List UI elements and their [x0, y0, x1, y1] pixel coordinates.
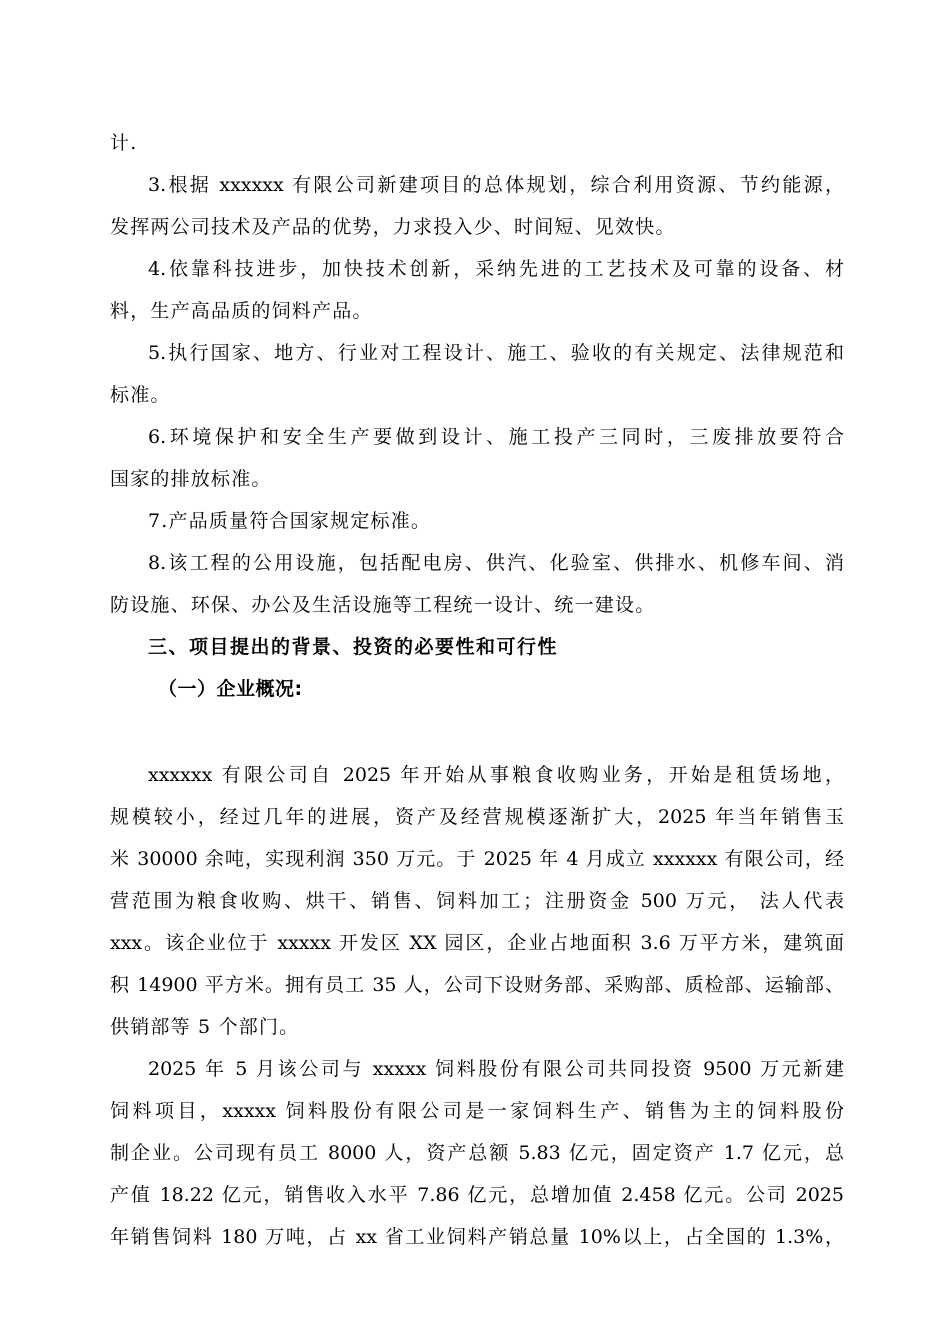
paragraph-2-line-5: 年销售饲料 180 万吨，占 xx 省工业饲料产销总量 10%以上，占全国的 1.3%， [110, 1226, 844, 1248]
text-line: 计. [110, 132, 138, 154]
paragraph-1-line-6: 积 14900 平方米。拥有员工 35 人，公司下设财务部、采购部、质检部、运输部、 [110, 974, 844, 996]
paragraph-1-line-1: xxxxxx 有限公司自 2025 年开始从事粮食收购业务，开始是租赁场地， [148, 764, 844, 786]
subsection-heading: （一）企业概况: [158, 678, 303, 700]
list-item-3-line-2: 发挥两公司技术及产品的优势，力求投入少、时间短、见效快。 [110, 216, 676, 238]
document-body [110, 122, 844, 1258]
paragraph-spacer [110, 710, 844, 754]
paragraph-2-line-2: 饲料项目，xxxxx 饲料股份有限公司是一家饲料生产、销售为主的饲料股份 [110, 1100, 844, 1122]
paragraph-1-line-2: 规模较小，经过几年的进展，资产及经营规模逐渐扩大，2025 年当年销售玉 [110, 806, 844, 828]
paragraph-1-line-4: 营范围为粮食收购、烘干、销售、饲料加工；注册资金 500 万元， 法人代表 [110, 890, 844, 912]
paragraph-2-line-1: 2025 年 5 月该公司与 xxxxx 饲料股份有限公司共同投资 9500 万元新建 [148, 1058, 844, 1080]
list-item-4-line-1: 4.依靠科技进步，加快技术创新，采纳先进的工艺技术及可靠的设备、材 [148, 258, 844, 280]
list-item-5-line-2: 标准。 [110, 384, 171, 406]
list-item-8-line-1: 8.该工程的公用设施，包括配电房、供汽、化验室、供排水、机修车间、消 [148, 552, 844, 574]
paragraph-2-line-4: 产值 18.22 亿元，销售收入水平 7.86 亿元，总增加值 2.458 亿元。公司 2025 [110, 1184, 844, 1206]
paragraph-2-line-3: 制企业。公司现有员工 8000 人，资产总额 5.83 亿元，固定资产 1.7 亿元，总 [110, 1142, 844, 1164]
list-item-3-line-1: 3.根据 xxxxxx 有限公司新建项目的总体规划，综合利用资源、节约能源， [148, 174, 844, 196]
list-item-8-line-2: 防设施、环保、办公及生活设施等工程统一设计、统一建设。 [110, 594, 656, 616]
list-item-6-line-2: 国家的排放标准。 [110, 468, 272, 490]
list-item-6-line-1: 6.环境保护和安全生产要做到设计、施工投产三同时，三废排放要符合 [148, 426, 844, 448]
paragraph-1-line-3: 米 30000 余吨，实现利润 350 万元。于 2025 年 4 月成立 xxxxxx 有限公司，经 [110, 848, 844, 870]
paragraph-1-line-5: xxx。该企业位于 xxxxx 开发区 XX 园区，企业占地面积 3.6 万平方米，建筑面 [110, 932, 844, 954]
section-heading: 三、项目提出的背景、投资的必要性和可行性 [148, 636, 559, 658]
paragraph-1-line-7: 供销部等 5 个部门。 [110, 1016, 300, 1038]
list-item-7: 7.产品质量符合国家规定标准。 [148, 510, 432, 532]
list-item-5-line-1: 5.执行国家、地方、行业对工程设计、施工、验收的有关规定、法律规范和 [148, 342, 844, 364]
list-item-4-line-2: 料，生产高品质的饲料产品。 [110, 300, 373, 322]
